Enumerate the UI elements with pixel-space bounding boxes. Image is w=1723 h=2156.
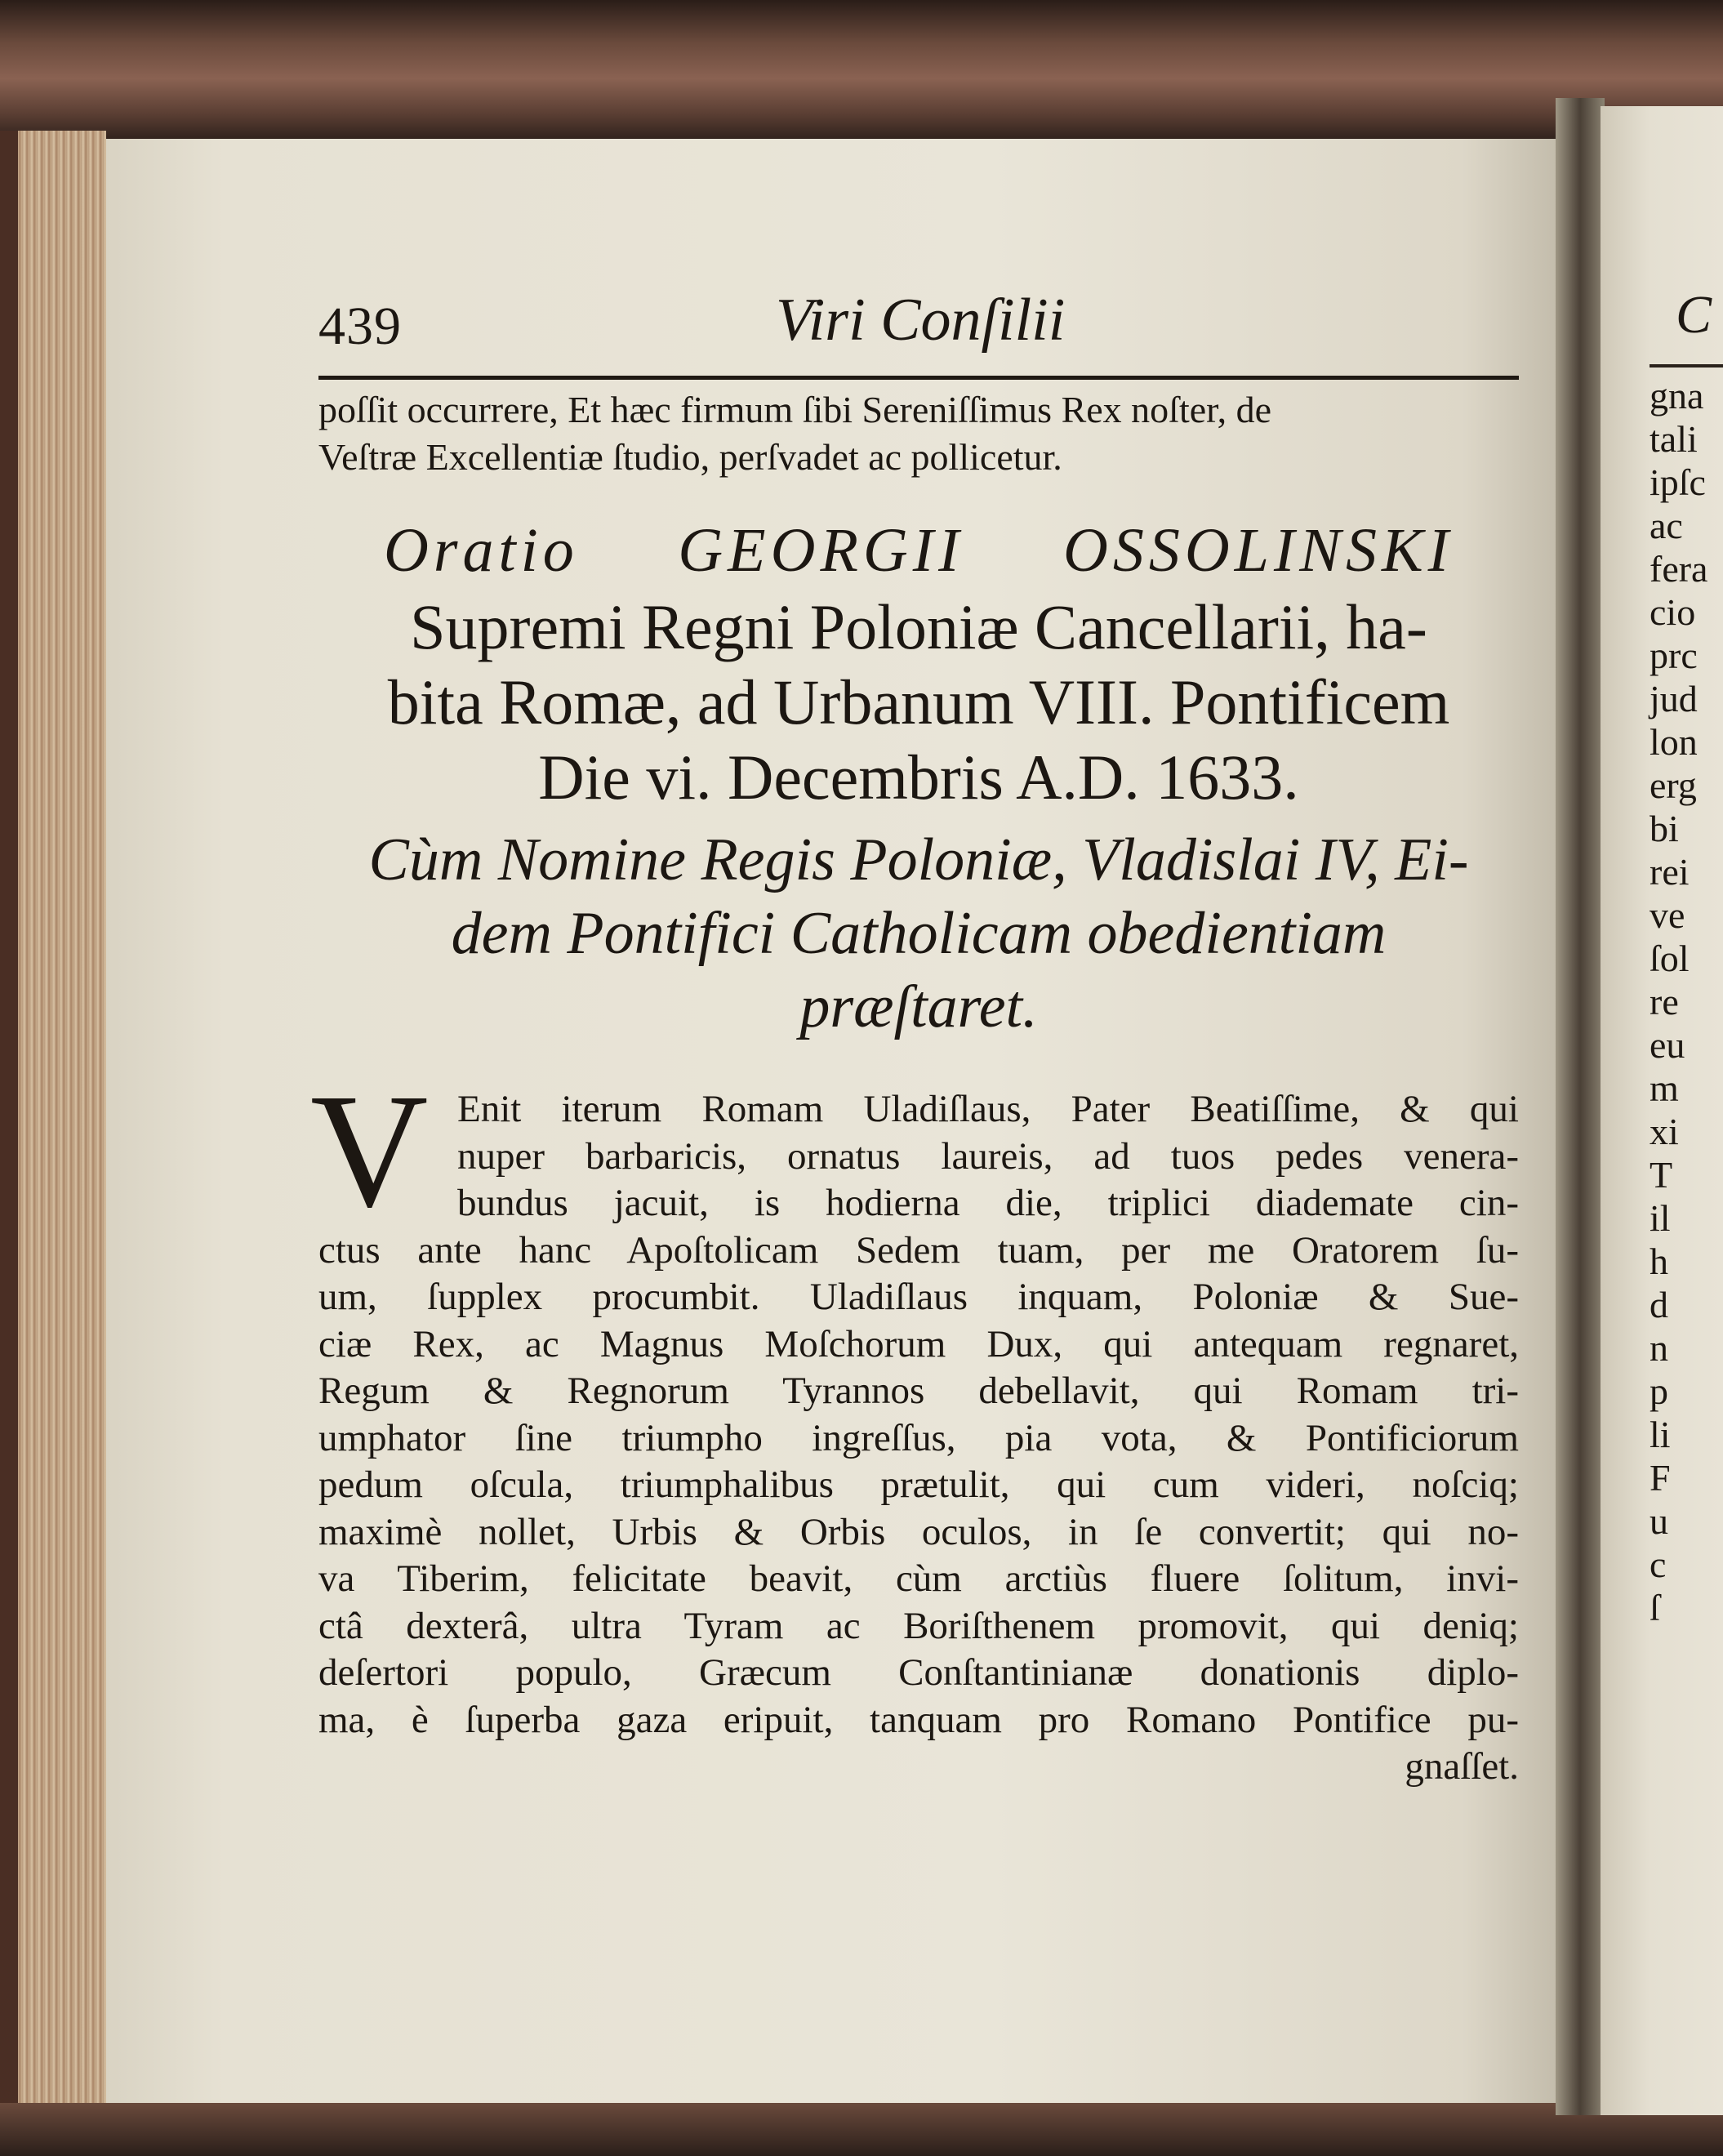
- running-title: Viri Conſilii: [776, 287, 1066, 354]
- running-head: [318, 286, 1519, 376]
- subtitle-line: bita Romæ, ad Urbanum VIII. Pontificem: [387, 666, 1450, 737]
- heading-word: GEORGII: [678, 516, 964, 585]
- facing-page-line: jud: [1650, 678, 1698, 719]
- facing-page-title: C: [1676, 285, 1712, 345]
- body-line: ma, è ſuperba gaza eripuit, tanquam pro Romano Pontifice pu-: [318, 1698, 1519, 1741]
- facing-page-line: ve: [1650, 894, 1685, 936]
- facing-page-line: ſ: [1650, 1587, 1660, 1628]
- body-line: ciæ Rex, ac Magnus Moſchorum Dux, qui antequam regnaret,: [318, 1322, 1519, 1365]
- facing-page-line: h: [1650, 1241, 1668, 1282]
- heading-word: OSSOLINSKI: [1062, 516, 1454, 585]
- facing-page-line: F: [1650, 1457, 1671, 1499]
- facing-page-line: re: [1650, 981, 1679, 1022]
- continuation-text: [318, 386, 1519, 481]
- facing-page-line: fera: [1650, 548, 1708, 590]
- facing-page-line: rei: [1650, 851, 1690, 893]
- book-top-edge: [0, 0, 1723, 143]
- facing-page-line: u: [1650, 1500, 1668, 1542]
- facing-page-line: n: [1650, 1327, 1668, 1369]
- page-content: [310, 286, 1519, 1791]
- head-rule: [318, 376, 1519, 380]
- facing-page-line: c: [1650, 1544, 1667, 1585]
- facing-page-rule: [1650, 364, 1723, 368]
- facing-page-line: xi: [1650, 1111, 1679, 1152]
- facing-page-line: ac: [1650, 505, 1683, 546]
- oration-heading-line: [318, 515, 1519, 586]
- subtitle-line: Supremi Regni Poloniæ Cancellarii, ha-: [410, 591, 1427, 662]
- facing-page-line: T: [1650, 1154, 1673, 1196]
- facing-page-line: lon: [1650, 721, 1698, 763]
- occasion-line: Cùm Nomine Regis Poloniæ, Vladislai IV, Ei-: [368, 826, 1469, 893]
- oration-subtitle: [318, 590, 1519, 815]
- facing-page-line: d: [1650, 1284, 1668, 1325]
- body-line: umphator ſine triumpho ingreſſus, pia vota, & Pontificiorum: [318, 1416, 1519, 1459]
- drop-cap: V: [310, 1061, 429, 1241]
- facing-page-line: erg: [1650, 764, 1697, 806]
- facing-page-line: bi: [1650, 808, 1679, 849]
- facing-page-lines: [1650, 374, 1707, 1629]
- facing-page-line: gna: [1650, 375, 1704, 416]
- facing-page-line: cio: [1650, 591, 1696, 633]
- occasion-line: præſtaret.: [799, 973, 1038, 1040]
- facing-page-line: eu: [1650, 1024, 1685, 1066]
- body-line: bundus jacuit, is hodierna die, triplici diademate cin-: [457, 1182, 1519, 1224]
- oration-body: [310, 1061, 1519, 1791]
- facing-page-line: tali: [1650, 418, 1698, 460]
- body-line: ctus ante hanc Apoſtolicam Sedem tuam, per me Oratorem ſu-: [318, 1228, 1519, 1272]
- facing-page-line: m: [1650, 1067, 1679, 1109]
- facing-page-line: il: [1650, 1197, 1671, 1239]
- body-line: deſertori populo, Græcum Conſtantinianæ donationis diplo-: [318, 1651, 1519, 1694]
- facing-page-line: p: [1650, 1370, 1668, 1412]
- continuation-line: Veſtræ Excellentiæ ſtudio, perſvadet ac pollicetur.: [318, 436, 1062, 478]
- book-gutter: [1556, 98, 1605, 2115]
- facing-page-line: prc: [1650, 635, 1698, 676]
- subtitle-line: Die vi. Decembris A.D. 1633.: [538, 742, 1299, 813]
- body-line: pedum oſcula, triumphalibus prætulit, qui cum videri, noſciq;: [318, 1463, 1519, 1506]
- book-cover-edge: [0, 131, 18, 2156]
- continuation-line: poſſit occurrere, Et hæc firmum ſibi Sereniſſimus Rex noſter, de: [318, 389, 1272, 430]
- facing-page-line: ſol: [1650, 938, 1690, 979]
- facing-page-line: li: [1650, 1414, 1671, 1455]
- facing-page: [1601, 106, 1723, 2115]
- book-bottom-edge: [0, 2103, 1723, 2156]
- body-line: gnaſſet.: [1405, 1745, 1519, 1788]
- body-line: nuper barbaricis, ornatus laureis, ad tuos pedes venera-: [457, 1134, 1519, 1178]
- heading-word: Oratio: [384, 516, 579, 585]
- body-line: Enit iterum Romam Uladiſlaus, Pater Beatiſſime, & qui: [457, 1088, 1519, 1130]
- oration-occasion: [318, 823, 1519, 1044]
- body-line: um, ſupplex procumbit. Uladiſlaus inquam, Poloniæ & Sue-: [318, 1276, 1519, 1318]
- body-line: va Tiberim, felicitate beavit, cùm arctiùs fluere ſolitum, invi-: [318, 1557, 1519, 1600]
- body-line: Regum & Regnorum Tyrannos debellavit, qui Romam tri-: [318, 1370, 1519, 1412]
- body-line: ctâ dexterâ, ultra Tyram ac Boriſthenem promovit, qui deniq;: [318, 1604, 1519, 1647]
- facing-page-line: ipſc: [1650, 461, 1706, 503]
- page-number: 439: [318, 296, 402, 356]
- body-line: maximè nollet, Urbis & Orbis oculos, in ſe convertit; qui no-: [318, 1510, 1519, 1553]
- occasion-line: dem Pontifici Catholicam obedientiam: [451, 900, 1387, 967]
